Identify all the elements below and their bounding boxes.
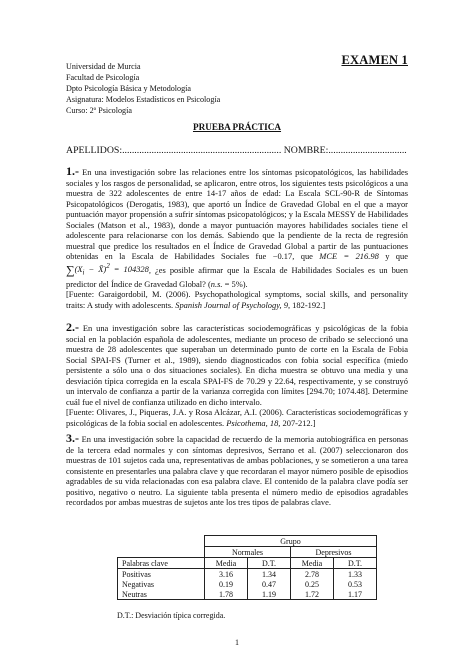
col-header: D.T. — [248, 558, 291, 569]
row-header: Palabras clave — [118, 558, 205, 569]
course-name: Curso: 2º Psicología — [66, 106, 132, 115]
question-1-source: [Fuente: Garaigordobil, M. (2006). Psychopathological symptoms, social skills, and personality traits: A study with adolescents. Spanish Journal of Psychology, 9, 182-192.] — [66, 289, 408, 310]
col-header: Media — [291, 558, 334, 569]
subject-name: Asignatura: Modelos Estadísticos en Psicología — [66, 95, 221, 104]
table-cell: 1.19 — [248, 589, 291, 600]
table-cell: 0.47 — [248, 579, 291, 589]
table-row — [118, 589, 377, 600]
table-cell: 2.78 — [291, 569, 334, 580]
question-1-mce: MCE = 216.98 — [319, 251, 379, 261]
question-1-text-a: En una investigación sobre las relaciones entre los síntomas psicopatológicos, las habilidades sociales y los rasgos de personalidad, se aplicaron, entre otros, los siguientes tests psicológicos a una muestra de 322 adolescentes de entre 14-17 años de edad: La Escala SCL-90-R de Síntomas Psicopatológicos (Derogatis, 1983), que aportó un Índice de Gravedad Global en el que a mayor puntuación mayor propensión a sufrir síntomas psicopatológicos; y la Escala MESSY de Habilidades Sociales (Matson et al., 1983), donde a mayor puntuación mayores habilidades sociales tiene el adolescente para relacionarse con los demás. Sabiendo que la pendiente de la recta de regresión muestral que predice los resultados en el Índice de Gravedad Global a partir de las puntuaciones obtenidas en la Escala de Habilidades Sociales fue −0.17, que — [66, 167, 408, 261]
group-normales: Normales — [205, 547, 291, 558]
apellidos-blank: ................................................................. — [122, 145, 282, 156]
page-number: 1 — [235, 638, 239, 647]
question-2-text: En una investigación sobre las características sociodemográficas y psicológicas de la fobia social en la población española de adolescentes, mediante un proceso de cribado se seleccionó una muestra de 28 adolescentes que superaban un determinado punto de corte en la Escala de Fobia Social SPAI-FS (Turner et al., 1989), siendo diagnosticados con fobia social específica (miedo persistente a sólo una o dos situaciones sociales). En dicha muestra se obtuvo una media y una desviación típica corregida en la escala SPAI-FS de 70.29 y 22.64, respectivamente, y se construyó un intervalo de confianza a partir de la varianza corregida con límites [294.70; 1074.48]. Determine cuál fue el nivel de confianza utilizado en dicho intervalo. — [66, 323, 409, 407]
nombre-label: NOMBRE: — [283, 145, 329, 156]
question-1 — [66, 166, 408, 310]
table-cell: 3.16 — [205, 569, 248, 580]
table-cell: 0.19 — [205, 579, 248, 589]
question-1-sum-formula: $\sum(X_i$ − X̄)$^2$ = 104328 — [66, 262, 149, 278]
table-cell: 0.53 — [334, 579, 377, 589]
department-name: Dpto Psicología Básica y Metodología — [66, 84, 191, 93]
question-1-text-d: = 5%). — [222, 278, 248, 289]
student-name-line — [66, 145, 408, 156]
question-1-text-c: , ¿es posible afirmar que la Escala de Habilidades Sociales es un buen predictor del Índice de Gravedad Global? ( — [66, 264, 408, 289]
col-header: D.T. — [334, 558, 377, 569]
question-2 — [66, 322, 408, 428]
faculty-name: Facultad de Psicología — [66, 73, 140, 82]
table-cell: 1.17 — [334, 589, 377, 600]
table-row — [118, 579, 377, 589]
institution-header — [66, 61, 306, 116]
question-1-number: 1.- — [66, 164, 79, 178]
table-footnote: D.T.: Desviación típica corregida. — [117, 611, 226, 620]
table-cell: 1.33 — [334, 569, 377, 580]
question-3-text: En una investigación sobre la capacidad de recuerdo de la memoria autobiográfica en personas de la tercera edad normales y con síntomas depresivos, Serrano et al. (2007) seleccionaron dos muestras de 101 sujetos cada una, representativas de ambas poblaciones, y se sometieron a una tarea consistente en presentarles una palabra clave y que recordaran el mayor número posible de episodios agradables de su vida relacionadas con esa palabra clave. El contenido de la palabra clave podía ser positivo, negativo o neutro. La siguiente tabla presenta el número medio de episodios agradables recordados por ambas muestras de sujetos ante los tres tipos de palabras clave. — [66, 434, 408, 507]
row-label: Positivas — [118, 569, 205, 580]
exam-title: EXAMEN 1 — [341, 53, 408, 67]
nombre-blank: ................................ — [328, 145, 407, 156]
apellidos-label: APELLIDOS: — [66, 145, 123, 156]
group-depresivos: Depresivos — [291, 547, 377, 558]
recall-data-table — [117, 535, 377, 600]
significance-level-label: n.s. — [210, 278, 223, 289]
table-row — [118, 569, 377, 580]
sigma-symbol: ∑ — [66, 263, 75, 278]
row-label: Negativas — [118, 579, 205, 589]
row-label: Neutras — [118, 589, 205, 600]
table-cell: 1.34 — [248, 569, 291, 580]
table-cell: 1.78 — [205, 589, 248, 600]
table-cell: 0.25 — [291, 579, 334, 589]
question-2-number: 2.- — [66, 320, 79, 334]
col-header: Media — [205, 558, 248, 569]
section-title: PRUEBA PRÁCTICA — [192, 122, 282, 132]
group-header: Grupo — [205, 536, 377, 547]
question-1-text-b: y que — [378, 251, 408, 261]
table-cell: 1.72 — [291, 589, 334, 600]
question-3 — [66, 433, 408, 508]
university-name: Universidad de Murcia — [66, 62, 141, 71]
question-2-source: [Fuente: Olivares, J., Piqueras, J.A. y Rosa Alcázar, A.I. (2006). Características sociodemográficas y psicológicas de la fobia social en adolescentes. Psicothema, 18, 207-212.] — [66, 407, 408, 428]
question-3-number: 3.- — [66, 431, 79, 445]
